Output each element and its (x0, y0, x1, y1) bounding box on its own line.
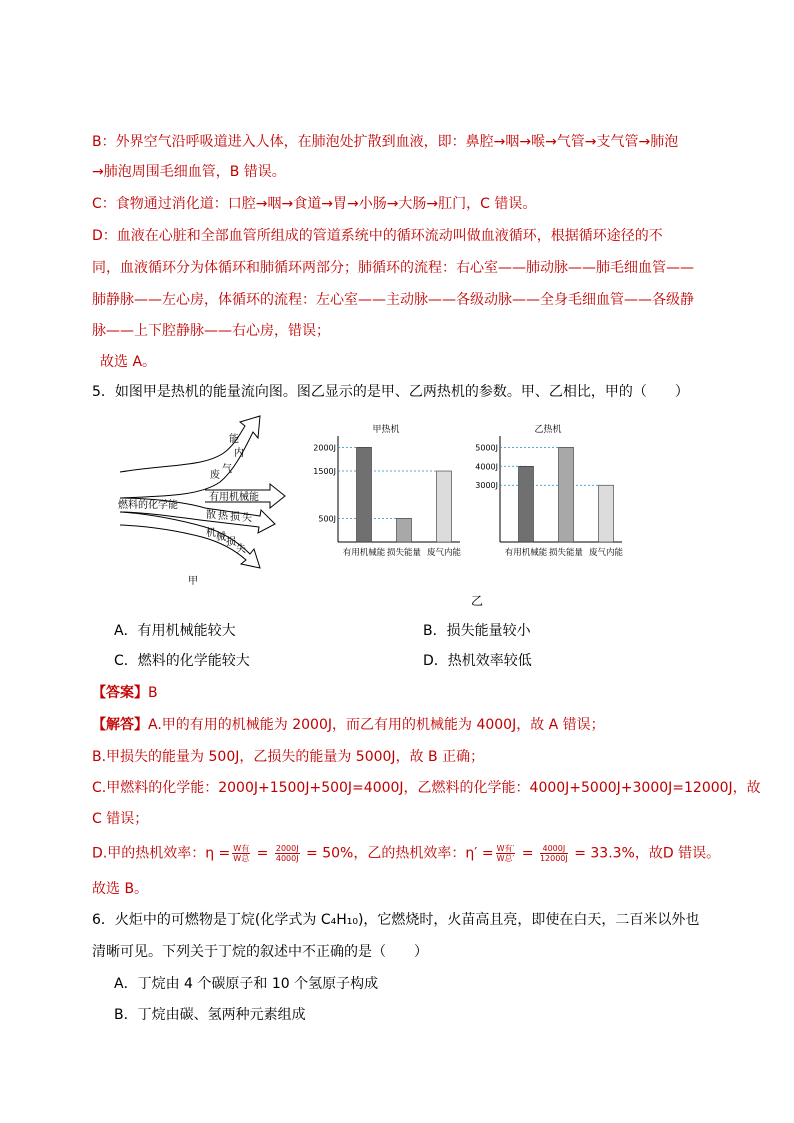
q5-option-c[interactable]: C．燃料的化学能较大 (114, 653, 250, 669)
q4-explain-b-line1: B：外界空气沿呼吸道进入人体，在肺泡处扩散到血液，即：鼻腔→咽→喉→气管→支气管→肺泡 (92, 134, 679, 150)
fig-jia-arrow-heat-3: 损 (230, 512, 240, 523)
bar-0 (357, 447, 372, 542)
frac3-num: W有′ (496, 844, 515, 853)
q5-explain-d-mid: = 50%，乙的热机效率：η′ = (301, 845, 494, 862)
category-label: 废气内能 (588, 548, 624, 558)
fraction-w-useful-total-prime (496, 844, 516, 863)
fig-jia-arrow-exhaust-1: 废 (210, 470, 220, 481)
frac4-num: 4000J (540, 844, 568, 854)
figure-jia-energy-flow (110, 412, 295, 597)
q5-eq1: = (252, 845, 273, 862)
q5-option-a[interactable]: A．有用机械能较大 (114, 623, 236, 639)
tick-label: 500J (318, 514, 336, 524)
fig-jia-arrow-mech-3: 损 (226, 537, 236, 548)
q5-explain-d-pre: D.甲的热机效率：η = (92, 845, 231, 862)
fig-jia-arrow-mech-1: 机 (206, 528, 216, 539)
frac1-den: W总 (233, 854, 250, 863)
q4-explain-c: C：食物通过消化道：口腔→咽→食道→胃→小肠→大肠→肛门，C 错误。 (92, 196, 537, 212)
category-label: 有用机械能 (504, 548, 548, 558)
q5-stem: 5．如图甲是热机的能量流向图。图乙显示的是甲、乙两热机的参数。甲、乙相比，甲的（ ） (92, 384, 689, 400)
chart-title: 甲热机 (372, 425, 400, 435)
q5-option-d[interactable]: D．热机效率较低 (423, 653, 532, 669)
q5-explain-d-post: = 33.3%，故D 错误。 (569, 845, 721, 862)
q4-explain-d-line4: 脉——上下腔静脉——右心房，错误； (92, 323, 330, 339)
q4-choose: 故选 A。 (100, 354, 157, 370)
q5-explain-c-line2: C 错误； (92, 811, 149, 827)
q5-eq2: = (517, 845, 538, 862)
fig-jia-arrow-exhaust-2: 气 (222, 464, 232, 475)
bar-0 (519, 466, 534, 542)
q5-answer-value: B (148, 685, 158, 701)
tick-label: 3000J (475, 481, 498, 491)
bar-1 (559, 447, 574, 542)
fig-jia-source-label: 燃料的化学能 (118, 500, 178, 511)
fig-jia-arrow-mech-2: 械 (216, 532, 226, 543)
q5-explain-d (92, 844, 720, 863)
q6-option-b[interactable]: B．丁烷由碳、氢两种元素组成 (114, 1007, 306, 1023)
q5-explain-a: A.甲的有用的机械能为 2000J，而乙有用的机械能为 4000J，故 A 错误； (148, 717, 605, 733)
q5-choose: 故选 B。 (92, 881, 149, 897)
bar-2 (599, 485, 614, 542)
q5-answer-tag: 【答案】 (92, 685, 148, 701)
frac2-den: 4000J (275, 854, 299, 863)
q5-explain-tag: 【解答】 (92, 717, 148, 733)
fig-jia-label: 甲 (188, 576, 198, 587)
tick-label: 4000J (475, 462, 498, 472)
frac1-num: W有 (233, 844, 250, 853)
fig-jia-arrow-useful: 有用机械能 (209, 492, 259, 503)
category-label: 损失能量 (548, 548, 584, 558)
fig-jia-arrow-exhaust-4: 能 (229, 434, 239, 445)
tick-label: 1500J (313, 467, 336, 477)
q6-option-a[interactable]: A．丁烷由 4 个碳原子和 10 个氢原子构成 (114, 976, 379, 992)
frac2-num: 2000J (275, 844, 299, 853)
fig-jia-arrow-heat-1: 散 (206, 510, 216, 521)
q4-explain-b-line2: →肺泡周围毛细血管，B 错误。 (92, 164, 286, 180)
frac4-den: 12000J (539, 854, 568, 863)
tick-label: 5000J (475, 443, 498, 453)
fig-jia-arrow-exhaust-3: 内 (234, 448, 244, 459)
fraction-w-useful-total (232, 844, 250, 863)
category-label: 有用机械能 (342, 548, 386, 558)
q4-explain-d-line1: D：血液在心脏和全部血管所组成的管道系统中的循环流动叫做血液循环，根据循环途径的不 (92, 228, 663, 244)
figure-yi-chart-jia (300, 418, 470, 568)
chart-title: 乙热机 (534, 425, 562, 435)
q5-option-b[interactable]: B．损失能量较小 (423, 623, 531, 639)
figure-yi-chart-yi (462, 418, 632, 568)
fig-jia-arrow-heat-4: 失 (242, 513, 252, 524)
category-label: 损失能量 (386, 548, 422, 558)
bar-2 (437, 471, 452, 542)
tick-label: 2000J (313, 443, 336, 453)
fig-jia-arrow-mech-4: 失 (236, 544, 246, 555)
bar-1 (397, 518, 412, 542)
q4-explain-d-line3: 肺静脉——左心房，体循环的流程：左心室——主动脉——各级动脉——全身毛细血管——各级静 (92, 292, 694, 308)
fig-jia-arrow-heat-2: 热 (218, 511, 228, 522)
q5-answer-line (92, 684, 158, 702)
q5-explain-b: B.甲损失的能量为 500J，乙损失的能量为 5000J，故 B 正确； (92, 749, 485, 765)
q4-explain-d-line2: 同，血液循环分为体循环和肺循环两部分；肺循环的流程：右心室——肺动脉——肺毛细血管—— (92, 260, 694, 276)
frac3-den: W总′ (496, 854, 515, 863)
fig-yi-label: 乙 (471, 594, 484, 608)
q6-stem-line2: 清晰可见。下列关于丁烷的叙述中不正确的是（ ） (92, 944, 428, 960)
q5-explain-c-line1: C.甲燃料的化学能：2000J+1500J+500J=4000J，乙燃料的化学能：4000J+5000J+3000J=12000J，故 (92, 780, 761, 796)
category-label: 废气内能 (426, 548, 462, 558)
fraction-4000-12000 (540, 844, 568, 863)
q5-explain-line1 (92, 716, 605, 734)
fraction-2000-4000 (275, 844, 300, 863)
q6-stem-line1: 6．火炬中的可燃物是丁烷(化学式为 C₄H₁₀)，它燃烧时，火苗高且亮，即使在白天，二百米以外也 (92, 912, 700, 928)
